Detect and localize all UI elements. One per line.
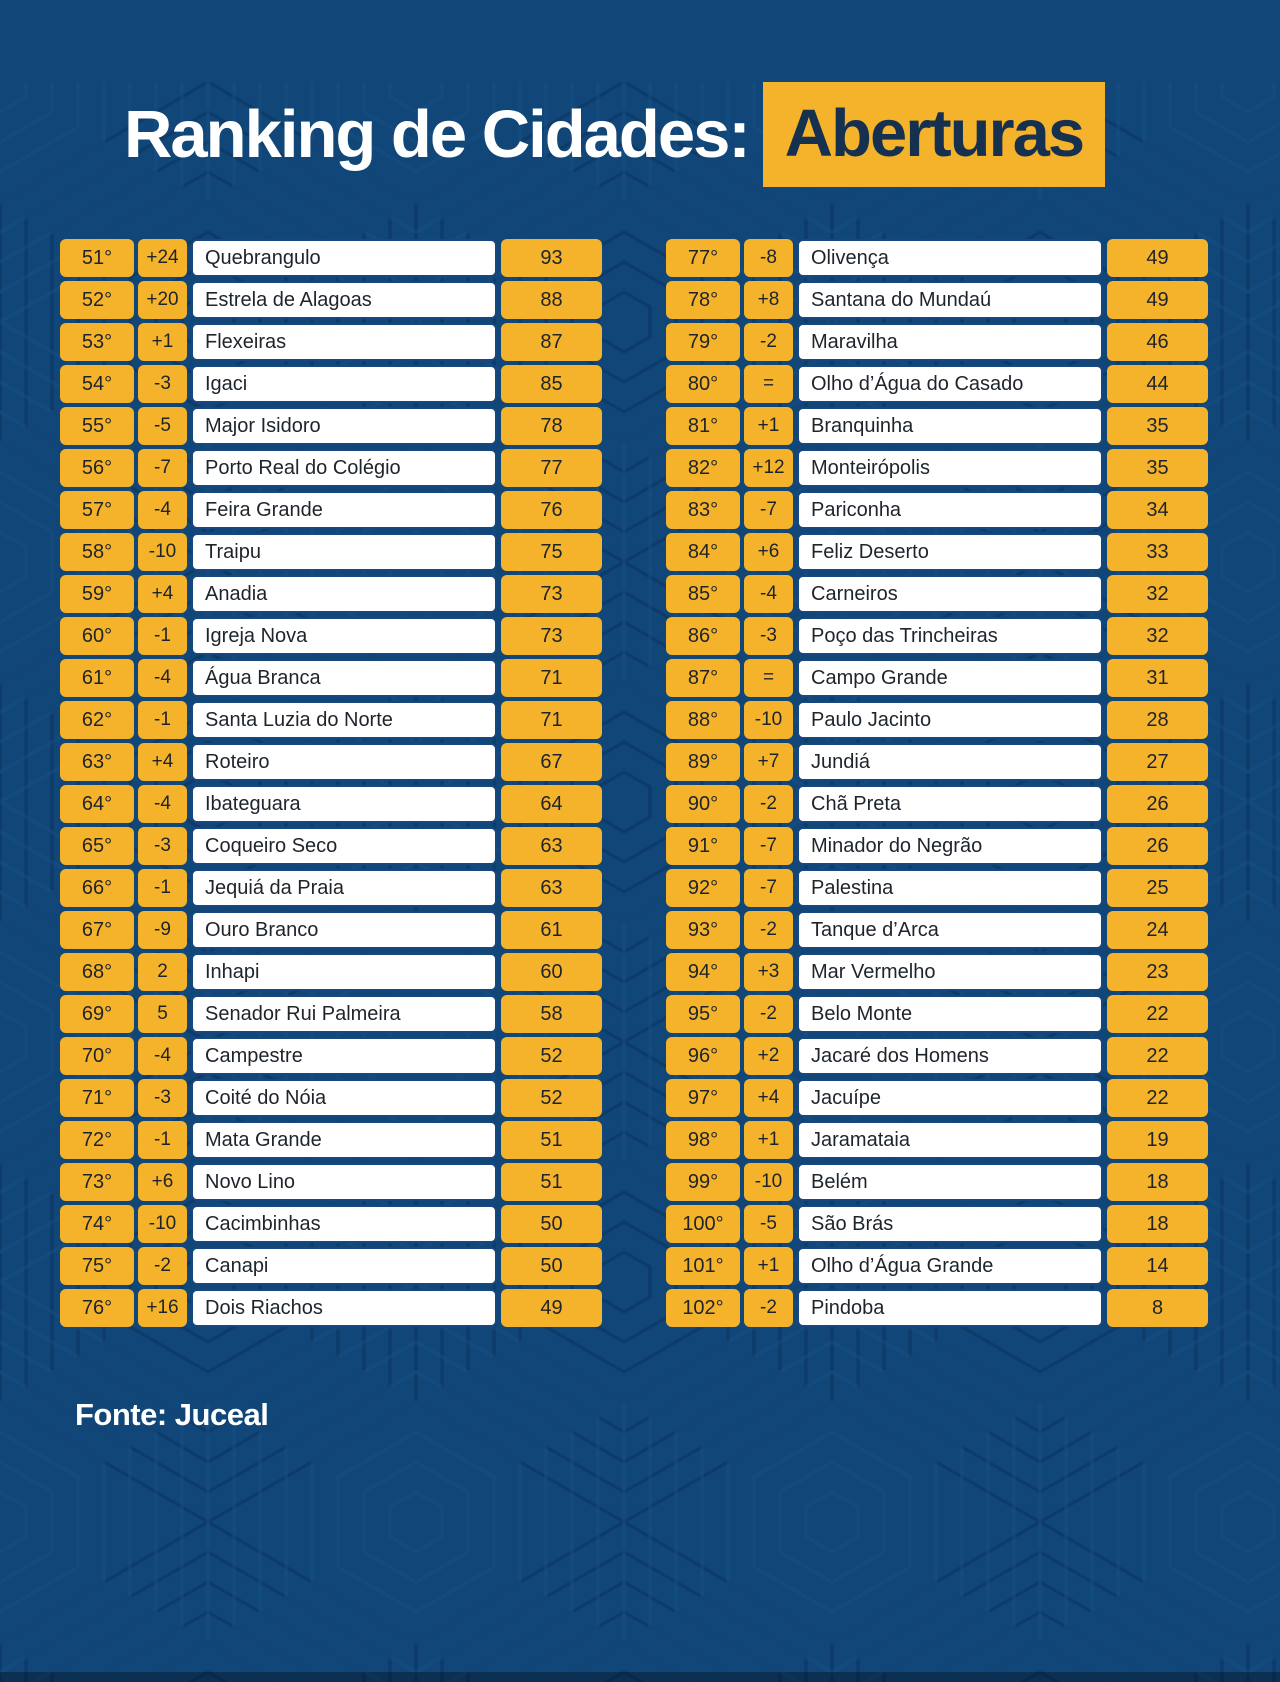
city-cell: Flexeiras <box>191 323 497 361</box>
rank-cell: 57° <box>60 491 134 529</box>
value-cell: 14 <box>1107 1247 1208 1285</box>
city-cell: Mar Vermelho <box>797 953 1103 991</box>
ranking-row <box>60 575 602 613</box>
value-cell: 63 <box>501 869 602 907</box>
city-cell: Paulo Jacinto <box>797 701 1103 739</box>
ranking-row <box>666 1247 1208 1285</box>
ranking-row <box>666 323 1208 361</box>
rank-cell: 60° <box>60 617 134 655</box>
rank-cell: 89° <box>666 743 740 781</box>
change-cell: -3 <box>744 617 793 655</box>
value-cell: 58 <box>501 995 602 1033</box>
ranking-row <box>666 1037 1208 1075</box>
value-cell: 87 <box>501 323 602 361</box>
rank-cell: 80° <box>666 365 740 403</box>
ranking-row <box>666 659 1208 697</box>
ranking-row <box>60 323 602 361</box>
change-cell: -9 <box>138 911 187 949</box>
rank-cell: 91° <box>666 827 740 865</box>
ranking-row <box>666 953 1208 991</box>
change-cell: = <box>744 365 793 403</box>
rank-cell: 77° <box>666 239 740 277</box>
change-cell: +3 <box>744 953 793 991</box>
ranking-row <box>60 1037 602 1075</box>
ranking-row <box>60 743 602 781</box>
change-cell: +1 <box>744 407 793 445</box>
ranking-row <box>666 1205 1208 1243</box>
city-cell: Roteiro <box>191 743 497 781</box>
value-cell: 61 <box>501 911 602 949</box>
value-cell: 50 <box>501 1247 602 1285</box>
city-cell: Olivença <box>797 239 1103 277</box>
ranking-row <box>60 533 602 571</box>
city-cell: Jundiá <box>797 743 1103 781</box>
ranking-row <box>666 365 1208 403</box>
change-cell: -5 <box>744 1205 793 1243</box>
page-title <box>124 82 1220 187</box>
city-cell: Coqueiro Seco <box>191 827 497 865</box>
change-cell: -8 <box>744 239 793 277</box>
rank-cell: 66° <box>60 869 134 907</box>
change-cell: +1 <box>744 1121 793 1159</box>
ranking-row <box>60 1163 602 1201</box>
rank-cell: 83° <box>666 491 740 529</box>
change-cell: +6 <box>744 533 793 571</box>
value-cell: 51 <box>501 1163 602 1201</box>
city-cell: Tanque d’Arca <box>797 911 1103 949</box>
change-cell: +20 <box>138 281 187 319</box>
value-cell: 35 <box>1107 407 1208 445</box>
rank-cell: 99° <box>666 1163 740 1201</box>
change-cell: -2 <box>744 911 793 949</box>
city-cell: Quebrangulo <box>191 239 497 277</box>
city-cell: Major Isidoro <box>191 407 497 445</box>
city-cell: Feira Grande <box>191 491 497 529</box>
rank-cell: 87° <box>666 659 740 697</box>
ranking-row <box>60 449 602 487</box>
change-cell: 2 <box>138 953 187 991</box>
ranking-row <box>666 911 1208 949</box>
rank-cell: 63° <box>60 743 134 781</box>
value-cell: 25 <box>1107 869 1208 907</box>
change-cell: -2 <box>138 1247 187 1285</box>
rank-cell: 95° <box>666 995 740 1033</box>
title-highlight: Aberturas <box>763 82 1105 187</box>
value-cell: 73 <box>501 617 602 655</box>
value-cell: 26 <box>1107 785 1208 823</box>
city-cell: Mata Grande <box>191 1121 497 1159</box>
rank-cell: 90° <box>666 785 740 823</box>
rank-cell: 79° <box>666 323 740 361</box>
value-cell: 44 <box>1107 365 1208 403</box>
city-cell: Santa Luzia do Norte <box>191 701 497 739</box>
ranking-row <box>60 365 602 403</box>
change-cell: -4 <box>138 491 187 529</box>
value-cell: 73 <box>501 575 602 613</box>
value-cell: 27 <box>1107 743 1208 781</box>
change-cell: -10 <box>138 533 187 571</box>
ranking-row <box>666 785 1208 823</box>
value-cell: 60 <box>501 953 602 991</box>
ranking-row <box>60 1079 602 1117</box>
rank-cell: 61° <box>60 659 134 697</box>
city-cell: Campestre <box>191 1037 497 1075</box>
city-cell: Belém <box>797 1163 1103 1201</box>
ranking-row <box>60 491 602 529</box>
city-cell: São Brás <box>797 1205 1103 1243</box>
value-cell: 18 <box>1107 1205 1208 1243</box>
value-cell: 28 <box>1107 701 1208 739</box>
change-cell: -7 <box>744 827 793 865</box>
value-cell: 46 <box>1107 323 1208 361</box>
city-cell: Branquinha <box>797 407 1103 445</box>
value-cell: 51 <box>501 1121 602 1159</box>
ranking-row <box>666 533 1208 571</box>
source-note: Fonte: Juceal <box>75 1397 269 1432</box>
change-cell: +7 <box>744 743 793 781</box>
value-cell: 35 <box>1107 449 1208 487</box>
ranking-column-left <box>60 239 602 1327</box>
ranking-row <box>60 659 602 697</box>
ranking-row <box>60 1205 602 1243</box>
ranking-row <box>60 911 602 949</box>
city-cell: Dois Riachos <box>191 1289 497 1327</box>
rank-cell: 98° <box>666 1121 740 1159</box>
rank-cell: 81° <box>666 407 740 445</box>
change-cell: -1 <box>138 701 187 739</box>
rank-cell: 78° <box>666 281 740 319</box>
value-cell: 76 <box>501 491 602 529</box>
rank-cell: 51° <box>60 239 134 277</box>
city-cell: Inhapi <box>191 953 497 991</box>
city-cell: Canapi <box>191 1247 497 1285</box>
change-cell: +6 <box>138 1163 187 1201</box>
change-cell: -1 <box>138 869 187 907</box>
change-cell: +12 <box>744 449 793 487</box>
change-cell: -2 <box>744 1289 793 1327</box>
rank-cell: 96° <box>666 1037 740 1075</box>
ranking-row <box>666 1163 1208 1201</box>
change-cell: +24 <box>138 239 187 277</box>
rank-cell: 97° <box>666 1079 740 1117</box>
value-cell: 71 <box>501 701 602 739</box>
value-cell: 19 <box>1107 1121 1208 1159</box>
ranking-row <box>60 407 602 445</box>
ranking-row <box>60 1247 602 1285</box>
value-cell: 52 <box>501 1079 602 1117</box>
change-cell: = <box>744 659 793 697</box>
change-cell: +2 <box>744 1037 793 1075</box>
ranking-row <box>666 239 1208 277</box>
value-cell: 49 <box>501 1289 602 1327</box>
city-cell: Senador Rui Palmeira <box>191 995 497 1033</box>
change-cell: +1 <box>744 1247 793 1285</box>
ranking-row <box>666 1079 1208 1117</box>
rank-cell: 100° <box>666 1205 740 1243</box>
change-cell: -2 <box>744 785 793 823</box>
value-cell: 78 <box>501 407 602 445</box>
ranking-row <box>60 281 602 319</box>
rank-cell: 56° <box>60 449 134 487</box>
change-cell: 5 <box>138 995 187 1033</box>
rank-cell: 71° <box>60 1079 134 1117</box>
rank-cell: 94° <box>666 953 740 991</box>
ranking-row <box>666 743 1208 781</box>
change-cell: -7 <box>138 449 187 487</box>
rank-cell: 67° <box>60 911 134 949</box>
city-cell: Novo Lino <box>191 1163 497 1201</box>
city-cell: Coité do Nóia <box>191 1079 497 1117</box>
rank-cell: 64° <box>60 785 134 823</box>
city-cell: Jacaré dos Homens <box>797 1037 1103 1075</box>
city-cell: Água Branca <box>191 659 497 697</box>
value-cell: 49 <box>1107 281 1208 319</box>
ranking-row <box>666 1121 1208 1159</box>
rank-cell: 92° <box>666 869 740 907</box>
rank-cell: 54° <box>60 365 134 403</box>
value-cell: 22 <box>1107 1037 1208 1075</box>
rank-cell: 82° <box>666 449 740 487</box>
value-cell: 23 <box>1107 953 1208 991</box>
value-cell: 77 <box>501 449 602 487</box>
value-cell: 24 <box>1107 911 1208 949</box>
city-cell: Feliz Deserto <box>797 533 1103 571</box>
city-cell: Maravilha <box>797 323 1103 361</box>
value-cell: 50 <box>501 1205 602 1243</box>
change-cell: -4 <box>138 785 187 823</box>
city-cell: Igreja Nova <box>191 617 497 655</box>
rank-cell: 74° <box>60 1205 134 1243</box>
ranking-row <box>60 785 602 823</box>
city-cell: Pindoba <box>797 1289 1103 1327</box>
change-cell: -1 <box>138 617 187 655</box>
ranking-row <box>666 869 1208 907</box>
ranking-row <box>60 995 602 1033</box>
city-cell: Campo Grande <box>797 659 1103 697</box>
rank-cell: 65° <box>60 827 134 865</box>
change-cell: +4 <box>744 1079 793 1117</box>
ranking-table <box>60 239 1220 1327</box>
value-cell: 88 <box>501 281 602 319</box>
rank-cell: 85° <box>666 575 740 613</box>
change-cell: +4 <box>138 743 187 781</box>
value-cell: 64 <box>501 785 602 823</box>
ranking-row <box>60 239 602 277</box>
value-cell: 31 <box>1107 659 1208 697</box>
ranking-row <box>666 701 1208 739</box>
city-cell: Porto Real do Colégio <box>191 449 497 487</box>
change-cell: -10 <box>138 1205 187 1243</box>
change-cell: -1 <box>138 1121 187 1159</box>
rank-cell: 53° <box>60 323 134 361</box>
ranking-row <box>666 1289 1208 1327</box>
rank-cell: 93° <box>666 911 740 949</box>
city-cell: Poço das Trincheiras <box>797 617 1103 655</box>
value-cell: 32 <box>1107 575 1208 613</box>
infographic <box>0 82 1280 1433</box>
city-cell: Jacuípe <box>797 1079 1103 1117</box>
change-cell: -4 <box>138 1037 187 1075</box>
value-cell: 52 <box>501 1037 602 1075</box>
city-cell: Estrela de Alagoas <box>191 281 497 319</box>
rank-cell: 102° <box>666 1289 740 1327</box>
ranking-row <box>666 407 1208 445</box>
ranking-row <box>60 869 602 907</box>
change-cell: -10 <box>744 1163 793 1201</box>
change-cell: -7 <box>744 869 793 907</box>
rank-cell: 101° <box>666 1247 740 1285</box>
city-cell: Minador do Negrão <box>797 827 1103 865</box>
value-cell: 85 <box>501 365 602 403</box>
change-cell: -4 <box>744 575 793 613</box>
city-cell: Cacimbinhas <box>191 1205 497 1243</box>
rank-cell: 76° <box>60 1289 134 1327</box>
change-cell: -3 <box>138 365 187 403</box>
value-cell: 18 <box>1107 1163 1208 1201</box>
ranking-row <box>666 449 1208 487</box>
city-cell: Olho d’Água Grande <box>797 1247 1103 1285</box>
page-title-text: Ranking de Cidades: <box>124 97 749 172</box>
rank-cell: 73° <box>60 1163 134 1201</box>
city-cell: Belo Monte <box>797 995 1103 1033</box>
change-cell: -5 <box>138 407 187 445</box>
change-cell: +8 <box>744 281 793 319</box>
ranking-row <box>60 953 602 991</box>
change-cell: -10 <box>744 701 793 739</box>
city-cell: Ouro Branco <box>191 911 497 949</box>
ranking-row <box>666 281 1208 319</box>
value-cell: 22 <box>1107 1079 1208 1117</box>
rank-cell: 84° <box>666 533 740 571</box>
city-cell: Anadia <box>191 575 497 613</box>
rank-cell: 88° <box>666 701 740 739</box>
city-cell: Traipu <box>191 533 497 571</box>
city-cell: Chã Preta <box>797 785 1103 823</box>
city-cell: Olho d’Água do Casado <box>797 365 1103 403</box>
city-cell: Jaramataia <box>797 1121 1103 1159</box>
city-cell: Igaci <box>191 365 497 403</box>
change-cell: -3 <box>138 827 187 865</box>
rank-cell: 72° <box>60 1121 134 1159</box>
value-cell: 63 <box>501 827 602 865</box>
change-cell: +4 <box>138 575 187 613</box>
ranking-row <box>60 617 602 655</box>
rank-cell: 70° <box>60 1037 134 1075</box>
city-cell: Santana do Mundaú <box>797 281 1103 319</box>
change-cell: +1 <box>138 323 187 361</box>
ranking-row <box>60 1121 602 1159</box>
rank-cell: 55° <box>60 407 134 445</box>
value-cell: 71 <box>501 659 602 697</box>
rank-cell: 58° <box>60 533 134 571</box>
ranking-row <box>666 617 1208 655</box>
rank-cell: 86° <box>666 617 740 655</box>
value-cell: 26 <box>1107 827 1208 865</box>
rank-cell: 59° <box>60 575 134 613</box>
value-cell: 49 <box>1107 239 1208 277</box>
city-cell: Pariconha <box>797 491 1103 529</box>
value-cell: 75 <box>501 533 602 571</box>
ranking-row <box>60 701 602 739</box>
rank-cell: 52° <box>60 281 134 319</box>
change-cell: -2 <box>744 995 793 1033</box>
value-cell: 8 <box>1107 1289 1208 1327</box>
rank-cell: 69° <box>60 995 134 1033</box>
ranking-row <box>666 995 1208 1033</box>
value-cell: 34 <box>1107 491 1208 529</box>
rank-cell: 68° <box>60 953 134 991</box>
value-cell: 93 <box>501 239 602 277</box>
city-cell: Carneiros <box>797 575 1103 613</box>
change-cell: +16 <box>138 1289 187 1327</box>
city-cell: Ibateguara <box>191 785 497 823</box>
city-cell: Palestina <box>797 869 1103 907</box>
value-cell: 33 <box>1107 533 1208 571</box>
change-cell: -3 <box>138 1079 187 1117</box>
city-cell: Monteirópolis <box>797 449 1103 487</box>
ranking-column-right <box>666 239 1208 1327</box>
value-cell: 22 <box>1107 995 1208 1033</box>
value-cell: 67 <box>501 743 602 781</box>
change-cell: -4 <box>138 659 187 697</box>
ranking-row <box>666 491 1208 529</box>
ranking-row <box>60 1289 602 1327</box>
ranking-row <box>666 575 1208 613</box>
change-cell: -2 <box>744 323 793 361</box>
city-cell: Jequiá da Praia <box>191 869 497 907</box>
rank-cell: 75° <box>60 1247 134 1285</box>
bottom-edge-strip <box>0 1672 1280 1682</box>
change-cell: -7 <box>744 491 793 529</box>
ranking-row <box>60 827 602 865</box>
rank-cell: 62° <box>60 701 134 739</box>
value-cell: 32 <box>1107 617 1208 655</box>
ranking-row <box>666 827 1208 865</box>
